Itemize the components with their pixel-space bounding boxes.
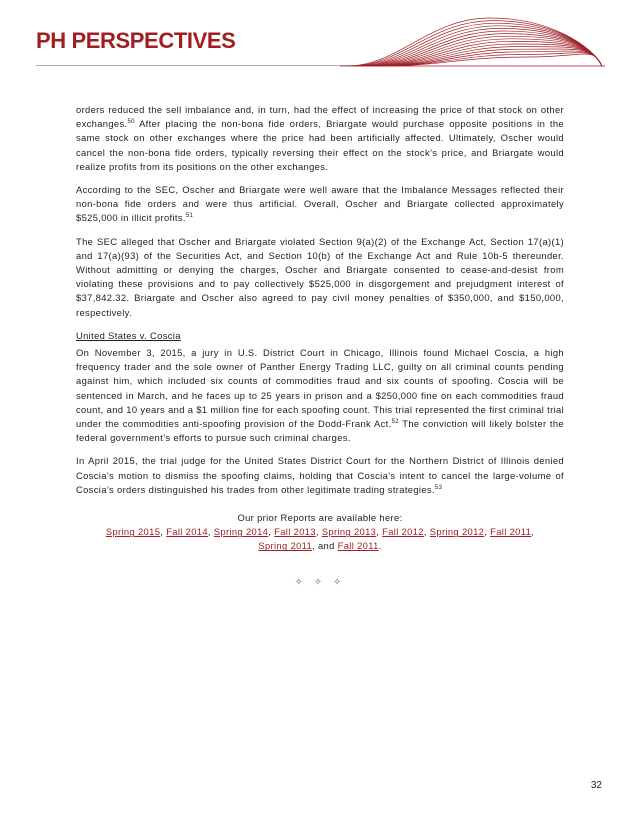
separator-text: , [207, 526, 214, 538]
paragraph [76, 454, 564, 497]
header-wave-graphic [340, 16, 605, 70]
paragraph: The SEC alleged that Oscher and Briargate violated Section 9(a)(2) of the Exchange Act, Section 17(a)(1) and 17(a)(93) of the Securities Act, and Section 10(b) of the Exchange Act and Rule 10b-5 thereunder. Without admitting or denying the charges, Oscher and Briargate consented to cease-and-desist from violating these provisions and to pay collectively $525,000 in disgorgement and prejudgment interest of $37,842.32. Briargate and Oscher also agreed to pay civil money penalties of $350,000, and $150,000, respectively. [76, 235, 564, 318]
text: According to the SEC, Oscher and Briargate were well aware that the Imbalance Messages reflected their non-bona fide orders and were thus artificial. Overall, Oscher and Briargate collected approximately $525,000 in illicit profits. [76, 184, 564, 224]
report-link[interactable]: Spring 2014 [213, 526, 269, 538]
text: The conviction will likely bolster the federal government’s efforts to pursue such criminal charges. [76, 418, 564, 444]
report-link[interactable]: Fall 2011 [337, 540, 379, 552]
and-text: , and [312, 540, 338, 552]
separator-text: , [160, 526, 167, 538]
prior-reports-intro: Our prior Reports are available here: [237, 512, 403, 524]
text: After placing the non-bona fide orders, Briargate would purchase opposite positions in the same stock on other exchanges where the price had been artificially affected. Ultimately, Oscher would cancel the non-bona fide orders, typically reversing their effect on the stock’s price, and Briargate would realize profits from its positions on the other exchanges. [76, 118, 564, 172]
paragraph [76, 346, 564, 445]
report-link[interactable]: Fall 2011 [490, 526, 532, 538]
report-link[interactable]: Fall 2012 [382, 526, 424, 538]
report-link[interactable]: Fall 2014 [166, 526, 208, 538]
separator-text: , [423, 526, 430, 538]
prior-reports [76, 511, 564, 554]
text: orders reduced the sell imbalance and, in turn, had the effect of increasing the price of that stock on other exchanges. [76, 104, 564, 130]
footnote-ref: 51 [185, 213, 194, 220]
paragraph [76, 183, 564, 226]
separator-text: , [484, 526, 491, 538]
separator-text: , [315, 526, 322, 538]
prior-reports-links [76, 525, 564, 553]
report-link[interactable]: Spring 2012 [429, 526, 485, 538]
separator-text: , [376, 526, 383, 538]
text: In April 2015, the trial judge for the United States District Court for the Northern District of Illinois denied Coscia’s motion to dismiss the spoofing claims, holding that Coscia’s intent to cancel the large-volume of Coscia’s orders distinguished his trades from other legitimate trading strategies. [76, 455, 564, 495]
section-heading: United States v. Coscia [76, 329, 181, 341]
report-link[interactable]: Spring 2013 [321, 526, 377, 538]
footnote-ref: 50 [127, 119, 135, 126]
paragraph [76, 103, 564, 174]
report-link[interactable]: Fall 2013 [274, 526, 316, 538]
page-number: 32 [590, 780, 602, 791]
report-link[interactable]: Spring 2011 [258, 540, 313, 552]
text: On November 3, 2015, a jury in U.S. District Court in Chicago, Illinois found Michael Coscia, a high frequency trader and the sole owner of Panther Energy Trading LLC, guilty on all criminal counts pending against him, which included six counts of commodities fraud and six counts of spoofing. Coscia will be sentenced in March, and he faces up to 25 years in prison and a $250,000 fine on each commodities fraud count, and 10 years and a $1 million fine for each spoofing count. This trial represented the first criminal trial under the commodities anti-spoofing provision of the Dodd-Frank Act. [76, 347, 564, 430]
page-header-title: PH PERSPECTIVES [36, 28, 236, 53]
header-rule [36, 65, 366, 66]
section-separator: ✧ ✧ ✧ [294, 576, 346, 588]
footnote-ref: 52 [391, 419, 399, 426]
main-content [76, 103, 564, 590]
separator-text: , [531, 526, 535, 538]
separator-text: , [268, 526, 275, 538]
end-punctuation: . [378, 540, 382, 552]
report-link[interactable]: Spring 2015 [105, 526, 161, 538]
footnote-ref: 53 [434, 484, 443, 491]
